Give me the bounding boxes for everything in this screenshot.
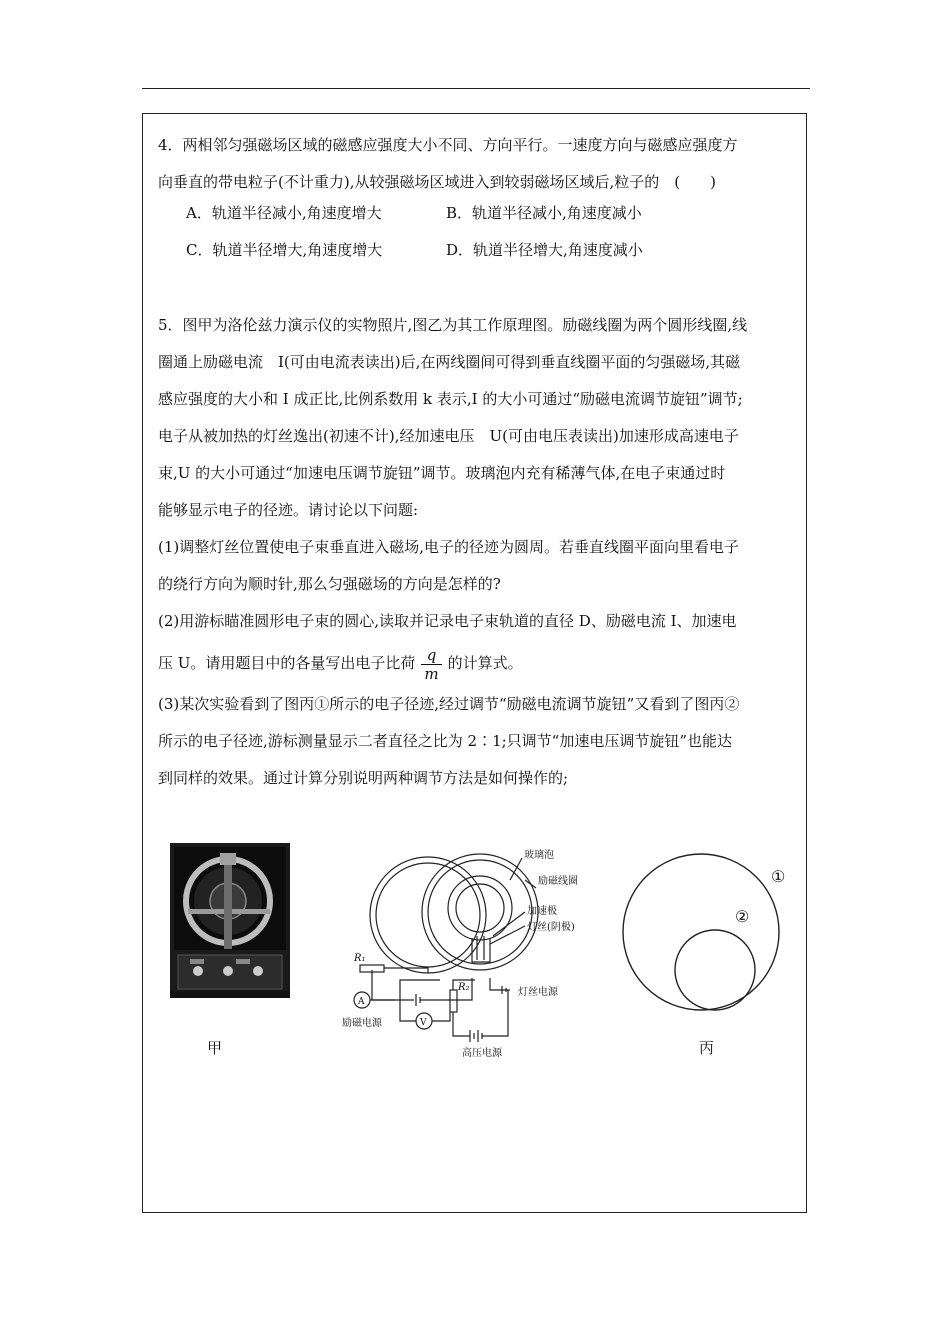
caption-bing: 丙 — [699, 1039, 715, 1057]
fraction-numerator: q — [421, 646, 441, 665]
label-accel: 加速极 — [527, 906, 557, 917]
label-coil-power: 励磁电源 — [342, 1018, 382, 1029]
q5-part-2-b — [158, 640, 747, 686]
q5-part-2-a: (2)用游标瞄准圆形电子束的圆心,读取并记录电子束轨道的直径 D、励磁电流 I、加速电 — [158, 612, 737, 630]
schematic-diagram — [340, 840, 610, 1060]
q4-option-b: B．轨道半径减小,角速度减小 — [446, 204, 642, 222]
label-bulb: 玻璃泡 — [524, 850, 554, 861]
q5-part-2-b-pre: 压 U。请用题目中的各量写出电子比荷 — [158, 654, 416, 672]
question-4 — [158, 127, 738, 201]
q5-part-3-b: 所示的电子径迹,游标测量显示二者直径之比为 2∶1;只调节“加速电压调节旋钮”也能达 — [158, 732, 733, 750]
q5-line-4: 电子从被加热的灯丝逸出(初速不计),经加速电压 U(可由电压表读出)加速形成高速电子 — [158, 427, 739, 445]
q5-part-3-c: 到同样的效果。通过计算分别说明两种调节方法是如何操作的; — [158, 769, 569, 787]
label-coil: 励磁线圈 — [538, 876, 578, 887]
label-hv-power: 高压电源 — [462, 1048, 502, 1059]
charge-mass-fraction — [421, 646, 441, 683]
demonstrator-photo — [170, 843, 290, 998]
q4-option-a: A．轨道半径减小,角速度增大 — [186, 204, 382, 222]
label-voltmeter: V — [420, 1018, 427, 1028]
label-ammeter: A — [358, 997, 365, 1007]
q5-line-6: 能够显示电子的径迹。请讨论以下问题: — [158, 501, 419, 519]
q4-option-c: C．轨道半径增大,角速度增大 — [186, 241, 383, 259]
q5-part-2-b-post: 的计算式。 — [447, 654, 523, 672]
q5-line-1: 5．图甲为洛伦兹力演示仪的实物照片,图乙为其工作原理图。励磁线圈为两个圆形线圈,线 — [158, 316, 748, 334]
q5-part-1-a: (1)调整灯丝位置使电子束垂直进入磁场,电子的径迹为圆周。若垂直线圈平面向里看电子 — [158, 538, 740, 556]
q5-part-1-b: 的绕行方向为顺时针,那么匀强磁场的方向是怎样的? — [158, 575, 501, 593]
caption-jia: 甲 — [207, 1039, 223, 1057]
q5-line-3: 感应强度的大小和 I 成正比,比例系数用 k 表示,I 的大小可通过“励磁电流调节旋钮”调节; — [158, 390, 743, 408]
question-5 — [158, 307, 747, 797]
q5-line-2: 圈通上励磁电流 I(可由电流表读出)后,在两线圈间可得到垂直线圈平面的匀强磁场,其磁 — [158, 353, 741, 371]
q5-line-5: 束,U 的大小可通过“加速电压调节旋钮”调节。玻璃泡内充有稀薄气体,在电子束通过时 — [158, 464, 726, 482]
q4-option-d: D．轨道半径增大,角速度减小 — [446, 241, 643, 259]
label-filament-power: 灯丝电源 — [518, 987, 558, 998]
fraction-denominator: m — [424, 664, 439, 683]
label-r2: R₂ — [458, 982, 470, 993]
label-filament: 灯丝(阴极) — [527, 922, 575, 933]
q4-line-2: 向垂直的带电粒子(不计重力),从较强磁场区域进入到较弱磁场区域后,粒子的 ( ) — [158, 173, 716, 191]
header-rule — [142, 88, 810, 89]
q4-line-1: 4．两相邻匀强磁场区域的磁感应强度大小不同、方向平行。一速度方向与磁感应强度方 — [158, 136, 738, 154]
circle-label-1: ① — [771, 867, 786, 886]
path-circle-2 — [675, 930, 755, 1010]
electron-path-diagram — [615, 840, 795, 1020]
label-r1: R₁ — [354, 953, 366, 964]
q5-part-3-a: (3)某次实验看到了图丙①所示的电子径迹,经过调节“励磁电流调节旋钮”又看到了图丙② — [158, 695, 740, 713]
circle-label-2: ② — [735, 907, 750, 926]
